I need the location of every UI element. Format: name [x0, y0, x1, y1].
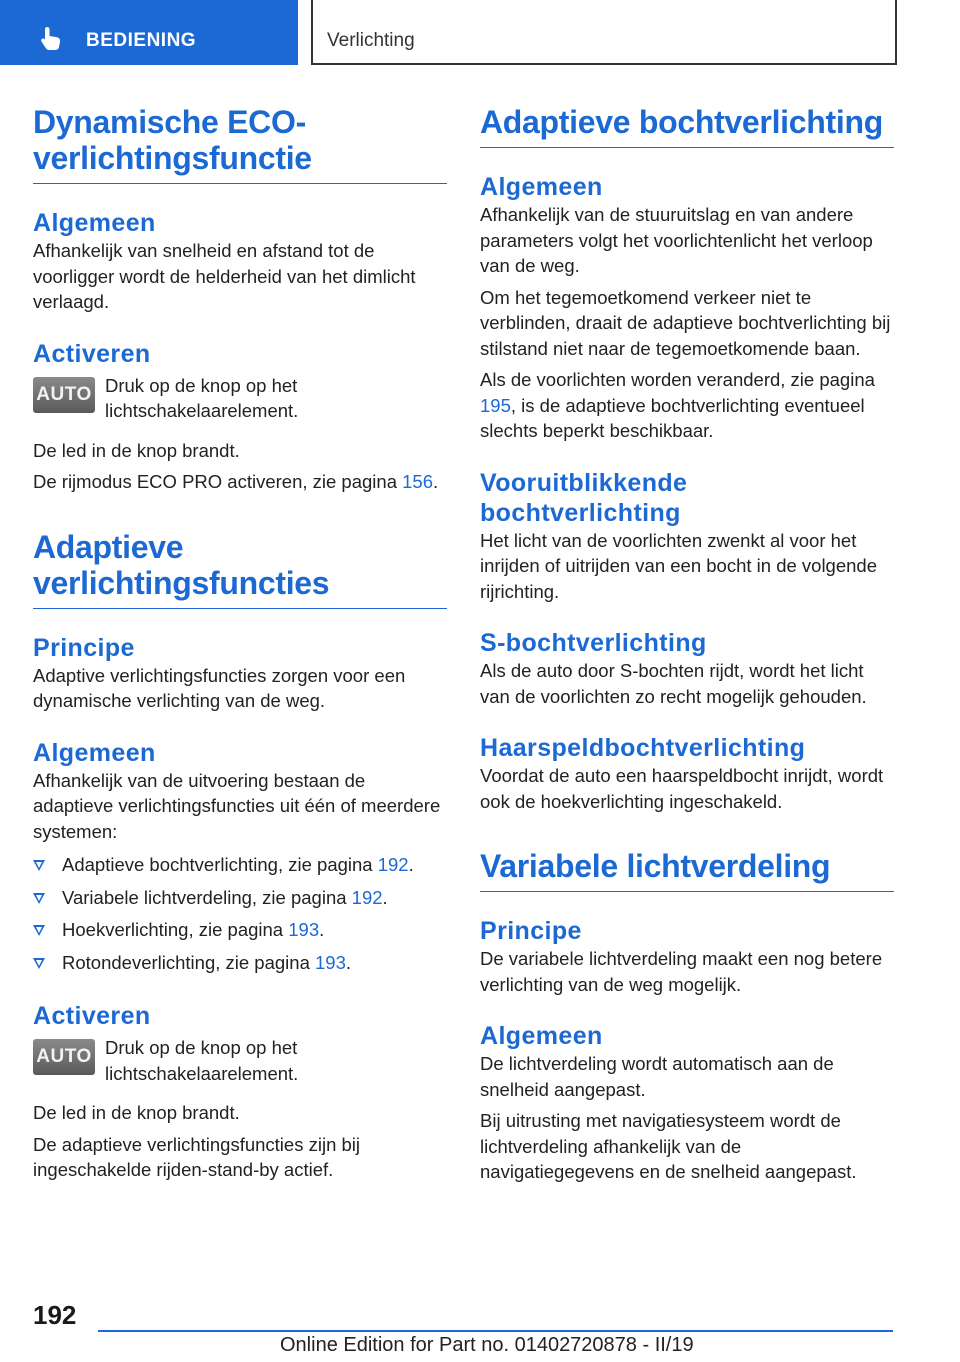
page-link[interactable]: 192 — [351, 886, 383, 908]
paragraph-algemeen-1: Afhankelijk van de stuuruitslag en van andere parameters volgt het voorlichtenlicht het verloop van de weg. — [480, 204, 873, 276]
page-link[interactable]: 193 — [315, 951, 346, 973]
subheading-haarspeld: Haarspeldbochtverlichting — [480, 734, 806, 762]
paragraph-algemeen-3 — [480, 367, 894, 444]
paragraph-eco-pro — [33, 469, 447, 495]
paragraph-vooruitblikkende: Het licht van de voorlichten zwenkt al voor het inrijden of uitrijden van een bocht in de volgende rijrichting. — [480, 529, 878, 602]
eco-post: . — [433, 471, 439, 492]
subheading-algemeen: Algemeen — [33, 209, 156, 237]
auto-button-icon: AUTO — [33, 377, 95, 413]
list-item-text: Hoekverlichting, zie pagina — [62, 919, 289, 940]
list-item-post: . — [319, 919, 325, 940]
subheading-principe: Principe — [33, 633, 135, 662]
list-item-text: Adaptieve bochtverlichting, zie pagina — [62, 854, 378, 875]
eco-text: De rijmodus ECO PRO activeren, zie pagina — [33, 471, 403, 492]
paragraph-activeren-2: Druk op de knop op het lichtschakelaarelement. — [105, 1037, 299, 1084]
paragraph-activeren: Druk op de knop op het lichtschakelaarelement. — [105, 374, 299, 421]
heading-variabele-lichtverdeling: Variabele lichtverdeling — [480, 848, 894, 892]
list-item-post: . — [382, 886, 388, 908]
paragraph-standby: De adaptieve verlichtingsfuncties zijn bij ingeschakelde rijden-stand-by actief. — [33, 1133, 361, 1180]
page-link[interactable]: 193 — [288, 919, 320, 940]
paragraph-algemeen-2: Afhankelijk van de uitvoering bestaan de adaptieve verlichtingsfuncties uit één of meerdere systemen: — [33, 769, 441, 842]
paragraph-principe: De variabele lichtverdeling maakt een nog betere verlichting van de weg mogelijk. — [480, 948, 883, 995]
chapter-tab[interactable] — [0, 0, 298, 65]
heading-adaptieve-verlichtingsfuncties: Adaptieve verlichtingsfuncties — [33, 529, 447, 609]
subheading-principe: Principe — [480, 917, 582, 945]
list-item-post: . — [345, 951, 352, 973]
paragraph-lichtverdeling-2: Bij uitrusting met navigatiesysteem wordt de lichtverdeling afhankelijk van de navigatiegegevens en de snelheid aangepast. — [480, 1110, 857, 1182]
list-item — [33, 852, 447, 878]
chapter-label: BEDIENING — [86, 30, 197, 51]
subheading-activeren: Activeren — [33, 339, 151, 368]
subheading-activeren-2: Activeren — [33, 1002, 151, 1030]
list-item-text: Variabele lichtverdeling, zie pagina — [62, 886, 352, 908]
paragraph-haarspeld: Voordat de auto een haarspeldbocht inrijdt, wordt ook de hoekverlichting ingeschakeld. — [480, 765, 884, 812]
list-item — [33, 917, 447, 943]
triangle-bullet-icon — [33, 893, 45, 904]
page-link-195[interactable]: 195 — [480, 394, 511, 416]
p3-pre: Als de voorlichten worden veranderd, zie pagina — [480, 369, 875, 390]
paragraph-s-bocht: Als de auto door S-bochten rijdt, wordt het licht van de voorlichten zo recht mogelijk gehouden. — [480, 660, 867, 707]
triangle-bullet-icon — [33, 860, 45, 871]
list-item-text: Rotondeverlichting, zie pagina — [62, 951, 315, 973]
subheading-algemeen-2: Algemeen — [480, 1022, 603, 1050]
section-label: Verlichting — [327, 30, 415, 51]
auto-instruction — [33, 373, 447, 424]
heading-dynamische-eco: Dynamische ECO-verlichtingsfunctie — [33, 104, 447, 184]
auto-button-icon: AUTO — [33, 1039, 95, 1075]
page-link-156[interactable]: 156 — [402, 471, 433, 492]
paragraph-led: De led in de knop brandt. — [33, 439, 240, 461]
list-item — [33, 950, 447, 976]
paragraph-lichtverdeling-1: De lichtverdeling wordt automatisch aan de snelheid aangepast. — [480, 1053, 834, 1100]
subheading-algemeen: Algemeen — [480, 173, 603, 201]
triangle-bullet-icon — [33, 925, 45, 936]
systems-list — [33, 852, 447, 975]
page-link[interactable]: 192 — [377, 854, 409, 875]
auto-instruction-2 — [33, 1035, 447, 1086]
right-column — [480, 104, 894, 1185]
list-item-post: . — [408, 854, 414, 875]
section-header — [311, 0, 897, 65]
p3-post: , is de adaptieve bochtverlichting eventueel slechts beperkt beschikbaar. — [480, 394, 865, 441]
hand-pointer-icon — [38, 25, 64, 51]
footer-divider — [98, 1330, 893, 1332]
edition-text: Online Edition for Part no. 01402720878 - II/19 — [280, 1334, 694, 1356]
triangle-bullet-icon — [33, 958, 45, 969]
paragraph-algemeen: Afhankelijk van snelheid en afstand tot de voorligger wordt de helderheid van het dimlicht verlaagd. — [33, 240, 416, 312]
subheading-s-bocht: S-bochtverlichting — [480, 629, 707, 657]
paragraph-principe: Adaptive verlichtingsfuncties zorgen voor een dynamische verlichting van de weg. — [33, 664, 406, 711]
page-number: 192 — [33, 1300, 77, 1330]
heading-adaptieve-bochtverlichting: Adaptieve bochtverlichting — [480, 104, 894, 148]
subheading-vooruitblikkende: Vooruitblikkende bochtverlichting — [480, 468, 688, 527]
list-item — [33, 885, 447, 911]
left-column — [33, 104, 447, 1183]
subheading-algemeen-2: Algemeen — [33, 738, 156, 767]
paragraph-algemeen-2: Om het tegemoetkomend verkeer niet te verblinden, draait de adaptieve bochtverlichting bij stilstand niet naar de tegemoetkomende baan. — [480, 286, 891, 359]
paragraph-led-2: De led in de knop brandt. — [33, 1102, 240, 1123]
